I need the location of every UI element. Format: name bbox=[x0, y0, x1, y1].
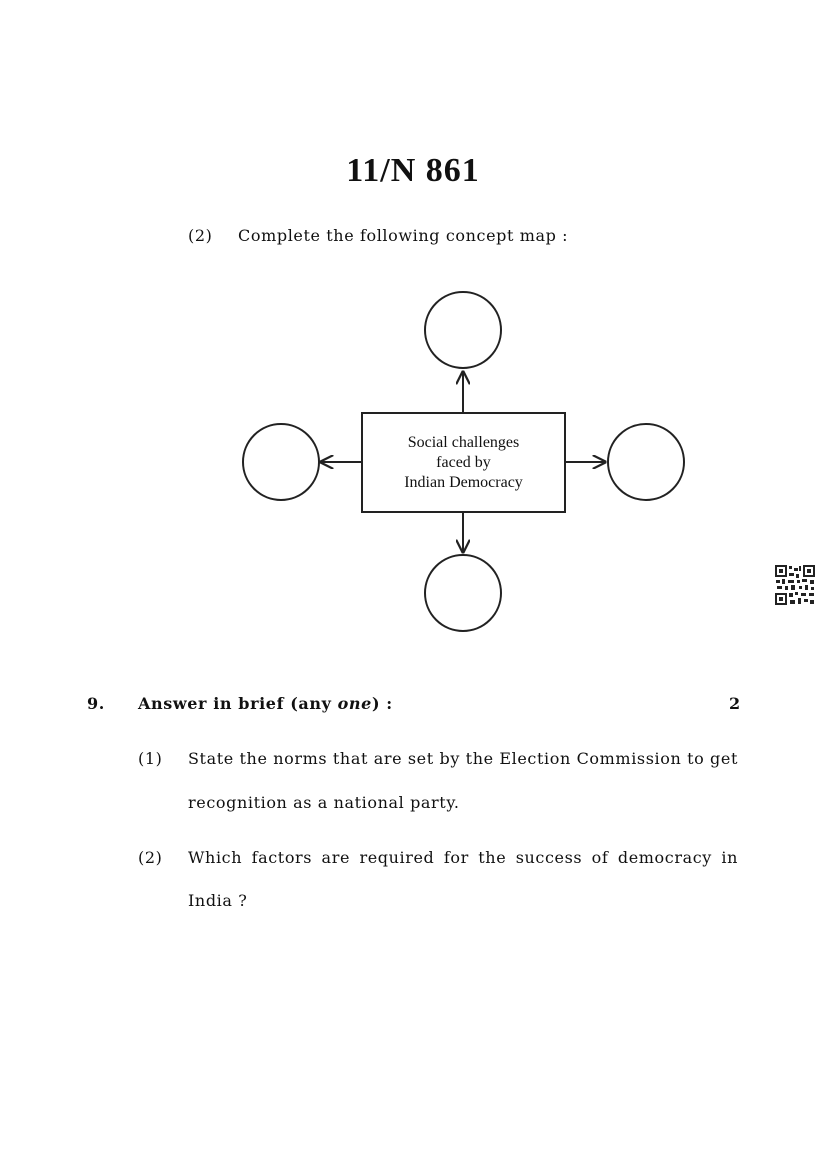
question-9-marks: 2 bbox=[729, 694, 741, 713]
item-1-line-2: recognition as a national party. bbox=[188, 793, 460, 812]
question-9-heading bbox=[138, 694, 393, 713]
bottom-circle bbox=[425, 555, 501, 631]
item-2-number: (2) bbox=[138, 848, 163, 867]
heading-end: ) : bbox=[371, 694, 393, 713]
sub-question-prompt: Complete the following concept map : bbox=[238, 226, 569, 245]
sub-question-number: (2) bbox=[188, 226, 213, 245]
center-line-3: Indian Democracy bbox=[404, 473, 523, 491]
center-box-label bbox=[362, 413, 565, 512]
left-circle bbox=[243, 424, 319, 500]
top-circle bbox=[425, 292, 501, 368]
item-2-line-1: Which factors are required for the success of democracy in bbox=[188, 848, 738, 867]
heading-emphasis: one bbox=[337, 694, 372, 713]
item-1-line-1: State the norms that are set by the Election Commission to get bbox=[188, 749, 738, 768]
heading-start: Answer in brief (any bbox=[138, 694, 338, 713]
right-circle bbox=[608, 424, 684, 500]
center-line-1: Social challenges bbox=[407, 433, 520, 451]
item-2-line-2: India ? bbox=[188, 891, 248, 910]
page-code-title: 11/N 861 bbox=[346, 152, 480, 189]
question-9-number: 9. bbox=[87, 694, 105, 713]
qr-code bbox=[775, 565, 815, 605]
center-line-2: faced by bbox=[436, 453, 491, 471]
item-1-number: (1) bbox=[138, 749, 163, 768]
